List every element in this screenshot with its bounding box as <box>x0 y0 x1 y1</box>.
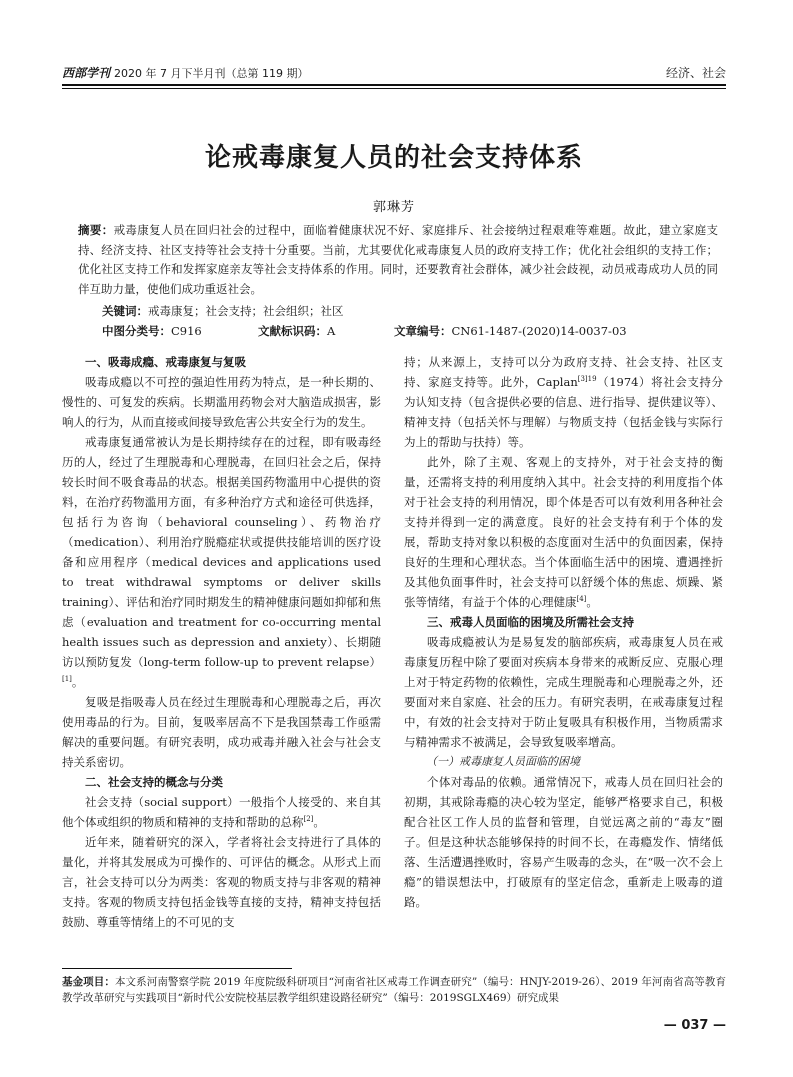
paragraph <box>62 432 381 692</box>
paragraph <box>62 792 381 832</box>
running-header <box>62 62 726 82</box>
header-divider <box>62 84 726 86</box>
journal-logo: 西部学刊 <box>62 66 111 80</box>
section-heading-2: 二、社会支持的概念与分类 <box>85 775 223 789</box>
paragraph-text: 。 <box>586 595 598 609</box>
article-label: 文章编号： <box>394 324 452 338</box>
paragraph: 近年来，随着研究的深入，学者将社会支持进行了具体的量化，并将其发展成为可操作的、可评估的概念。从形式上而言，社会支持可以分为两类：客观的物质支持与非客观的精神支持。客观的物质支持包括金钱等直接的支持，精神支持包括鼓励、尊重等情绪上的不可见的支 <box>62 835 381 929</box>
footnote-text: 本文系河南警察学院 2019 年度院级科研项目“河南省社区戒毒工作调查研究”（编号：HNJY-2019-26）、2019 年河南省高等教育教学改革研究与实践项目“新时代公安院校基层教学组织建设路径研究”（编号：2019SGLX469）研究成果 <box>62 976 726 1004</box>
funding-footnote <box>62 974 726 1006</box>
paragraph: 吸毒成瘾以不可控的强迫性用药为特点，是一种长期的、慢性的、可复发的疾病。长期滥用药物会对大脑造成损害，影响人的行为，从而直接或间接导致危害公共安全行为的发生。 <box>62 375 381 429</box>
paragraph: 复吸是指吸毒人员在经过生理脱毒和心理脱毒之后，再次使用毒品的行为。目前，复吸率居高不下是我国禁毒工作亟需解决的重要问题。有研究表明，成功戒毒并融入社会与社会支持关系密切。 <box>62 695 381 769</box>
document-code <box>258 323 335 339</box>
subsection-heading: （一）戒毒康复人员面临的困境 <box>426 755 580 768</box>
paragraph-text: 戒毒康复通常被认为是长期持续存在的过程，即有吸毒经历的人，经过了生理脱毒和心理脱毒，在回归社会之后，保持较长时间不吸食毒品的状态。根据美国药物滥用中心提供的资料，在治疗药物滥用方面，有多种治疗方式和途径可供选择，包括行为咨询（behavioral counseling）、药物治疗（medication）、利用治疗脱瘾症状或提供技能培训的医疗设备和应用程序（medical devices and applications used to treat withdrawal symptoms or deliver skills training）、评估和治疗同时期发生的精神健康问题如抑郁和焦虑（evaluation and treatment for co-occurring mental health issues such as depression and anxiety）、长期随访以预防复发（long-term follow-up to prevent relapse） <box>62 435 381 669</box>
section-heading-1: 一、吸毒成瘾、戒毒康复与复吸 <box>85 355 246 369</box>
article-number <box>394 323 627 339</box>
keywords-label: 关键词： <box>102 304 148 318</box>
clc-value: C916 <box>171 324 202 338</box>
citation: [1] <box>62 675 72 684</box>
article-value: CN61-1487-(2020)14-0037-03 <box>451 324 627 338</box>
citation: [3]19 <box>577 375 597 384</box>
header-divider-thin <box>62 88 726 89</box>
paragraph-text: 。 <box>71 675 84 689</box>
footnote-label: 基金项目： <box>62 976 115 988</box>
page-number: — 037 — <box>663 1018 726 1033</box>
footnote-divider <box>62 968 292 969</box>
left-column <box>62 352 381 932</box>
doc-label: 文献标识码： <box>258 324 327 338</box>
article-title: 论戒毒康复人员的社会支持体系 <box>204 143 583 173</box>
clc-number <box>102 323 202 339</box>
author-name: 郭琳芳 <box>372 200 415 215</box>
right-column <box>404 352 723 912</box>
abstract <box>78 221 718 299</box>
paragraph: 吸毒成瘾被认为是易复发的脑部疾病，戒毒康复人员在戒毒康复历程中除了要面对疾病本身带来的戒断反应、克服心理上对于特定药物的依赖性，完成生理脱毒和心理脱毒之外，还要面对来自家庭、社会的压力。有研究表明，在戒毒康复过程中，有效的社会支持对于防止复吸具有积极作用，当物质需求与精神需求不被满足，会导致复吸率增高。 <box>404 635 723 749</box>
section-label: 经济、社会 <box>665 66 726 80</box>
abstract-text: 戒毒康复人员在回归社会的过程中，面临着健康状况不好、家庭排斥、社会接纳过程艰难等难题。故此，建立家庭支持、经济支持、社区支持等社会支持十分重要。当前，尤其要优化戒毒康复人员的政府支持工作；优化社会组织的支持工作；优化社区支持工作和发挥家庭亲友等社会支持体系的作用。同时，还要教育社会群体，减少社会歧视，动员戒毒成功人员的同伴互助力量，使他们成功重返社会。 <box>78 223 718 296</box>
paragraph <box>404 452 723 612</box>
clc-label: 中图分类号： <box>102 324 171 338</box>
paragraph-text: （1974）将社会支持分为认知支持（包含提供必要的信息、进行指导、提供建议等）、精神支持（包括关怀与理解）与物质支持（包括金钱与实际行为上的帮助与扶持）等。 <box>404 375 723 449</box>
keywords <box>102 303 344 319</box>
paragraph-text: 持；从来源上，支持可以分为政府支持、社会支持、社区支持、家庭支持等。此外，Caplan <box>404 355 723 389</box>
keywords-text: 戒毒康复；社会支持；社会组织；社区 <box>148 304 344 318</box>
paragraph-text: 此外，除了主观、客观上的支持外，对于社会支持的衡量，还需将支持的利用度纳入其中。社会支持的利用度指个体对于社会支持的利用情况，即个体是否可以有效利用各种社会支持并得到一定的满意度。良好的社会支持有利于个体的发展，帮助支持对象以积极的态度面对生活中的负面因素，保持良好的生理和心理状态。当个体面临生活中的困境、遭遇挫折及其他负面事件时，社会支持可以舒缓个体的焦虑、烦躁、紧张等情绪，有益于个体的心理健康 <box>404 455 723 609</box>
paragraph: 个体对毒品的依赖。通常情况下，戒毒人员在回归社会的初期，其戒除毒瘾的决心较为坚定，能够严格要求自己，积极配合社区工作人员的监督和管理，自觉远离之前的“毒友”圈子。但是这种状态能够保持的时间不长，在毒瘾发作、情绪低落、生活遭遇挫败时，容易产生吸毒的念头，在“吸一次不会上瘾”的错误想法中，打破原有的坚定信念，重新走上吸毒的道路。 <box>404 775 723 909</box>
citation: [2] <box>303 815 314 824</box>
section-heading-3: 三、戒毒人员面临的困境及所需社会支持 <box>427 615 634 629</box>
issue-info: 2020 年 7 月下半月刊（总第 119 期） <box>114 67 309 80</box>
journal-header <box>62 64 309 81</box>
abstract-label: 摘要： <box>78 223 114 237</box>
paragraph-text: 社会支持（social support）一般指个人接受的、来自其他个体或组织的物质和精神的支持和帮助的总称 <box>62 795 381 829</box>
doc-value: A <box>327 324 336 338</box>
paragraph-text: 。 <box>313 815 325 829</box>
citation: [4] <box>576 595 587 604</box>
paragraph <box>404 352 723 452</box>
